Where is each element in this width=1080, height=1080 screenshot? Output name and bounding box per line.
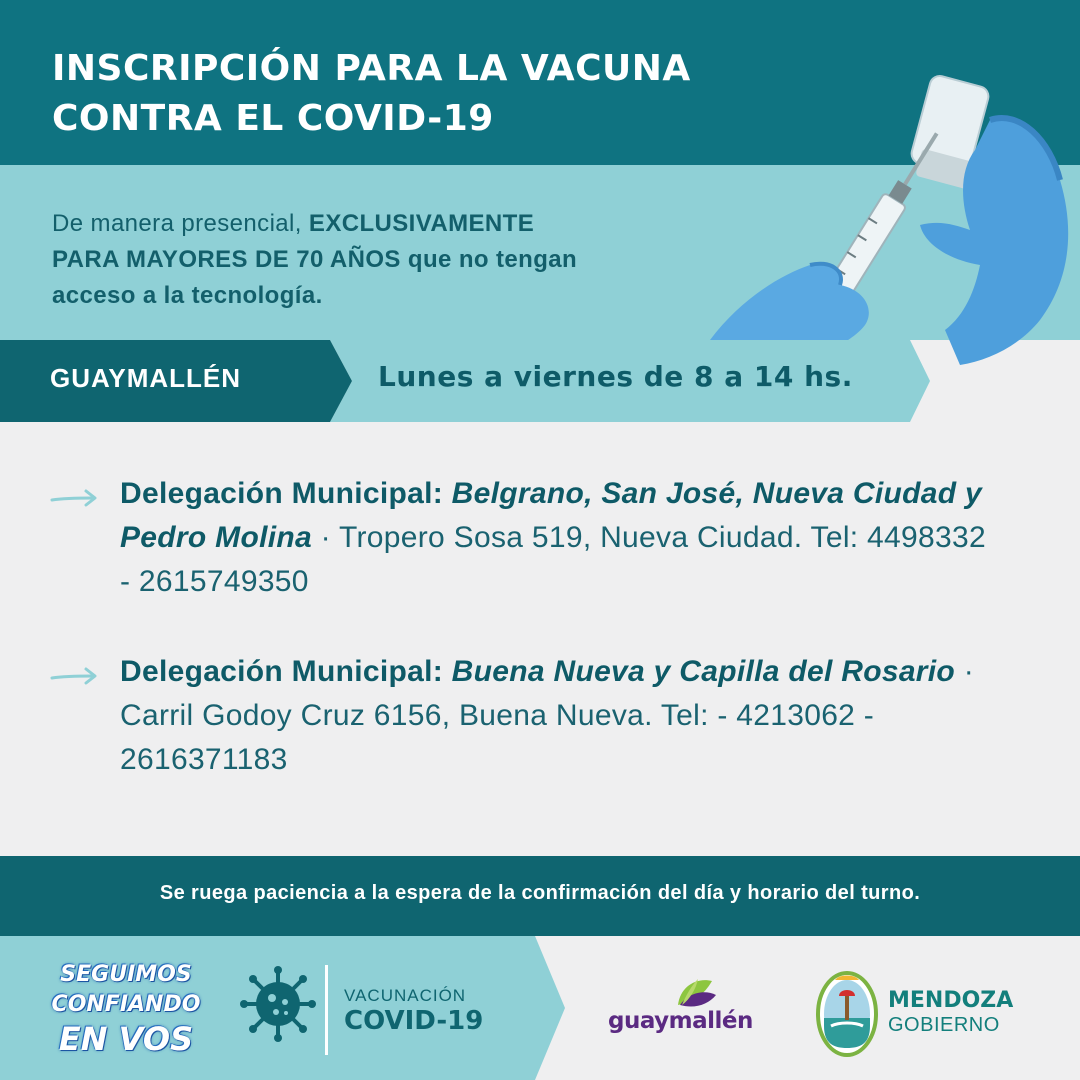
virus-icon [240,966,316,1042]
slogan-line-3: EN VOS [58,1020,194,1058]
location-text [120,472,1000,604]
location-text [120,650,1000,782]
notice-bar [0,856,1080,936]
intro-bold-1: EXCLUSIVAMENTE [308,210,535,237]
vaccination-title: COVID-19 [344,1006,484,1036]
location-areas: Buena Nueva y Capilla del Rosario [451,655,956,688]
intro-plain-start: De manera presencial, [52,210,309,237]
hours-label: Lunes a viernes de 8 a 14 hs. [378,360,853,393]
slogan-line-2: CONFIANDO [51,992,201,1017]
arrow-icon [50,488,98,508]
district-label: GUAYMALLÉN [50,363,242,393]
title-line-2: CONTRA EL COVID-19 [52,98,494,139]
title-line-1: INSCRIPCIÓN PARA LA VACUNA [52,48,691,89]
location-address: Carril Godoy Cruz 6156, Buena Nueva. Tel: - 4213062 - 2616371183 [120,699,875,776]
slogan-line-1: SEGUIMOS [60,962,192,987]
location-label: Delegación Municipal: [120,477,444,510]
gobierno-label: GOBIERNO [888,1014,1000,1036]
footer-divider [325,965,328,1055]
intro-plain-mid: que no tengan [400,246,578,273]
vaccination-label: VACUNACIÓN [344,986,467,1005]
location-address: Tropero Sosa 519, Nueva Ciudad. Tel: 4498332 - 2615749350 [120,521,986,598]
page-title [52,44,832,144]
location-areas: Belgrano, San José, Nueva Ciudad y Pedro Molina [120,477,983,554]
intro-bold-2: PARA MAYORES DE 70 AÑOS [52,246,401,273]
location-separator: · [311,521,339,554]
intro-text [52,206,772,314]
mendoza-seal [815,966,879,1058]
guaymallen-wordmark: guaymallén [608,1008,753,1034]
schedule-ribbon [0,340,1080,422]
mendoza-label: MENDOZA [888,988,1014,1013]
slogan [28,960,224,1058]
location-separator: · [955,655,974,688]
arrow-icon [50,666,98,686]
notice-text: Se ruega paciencia a la espera de la confirmación del día y horario del turno. [159,882,921,904]
location-label: Delegación Municipal: [120,655,444,688]
intro-bold-3: acceso a la tecnología. [52,282,323,309]
